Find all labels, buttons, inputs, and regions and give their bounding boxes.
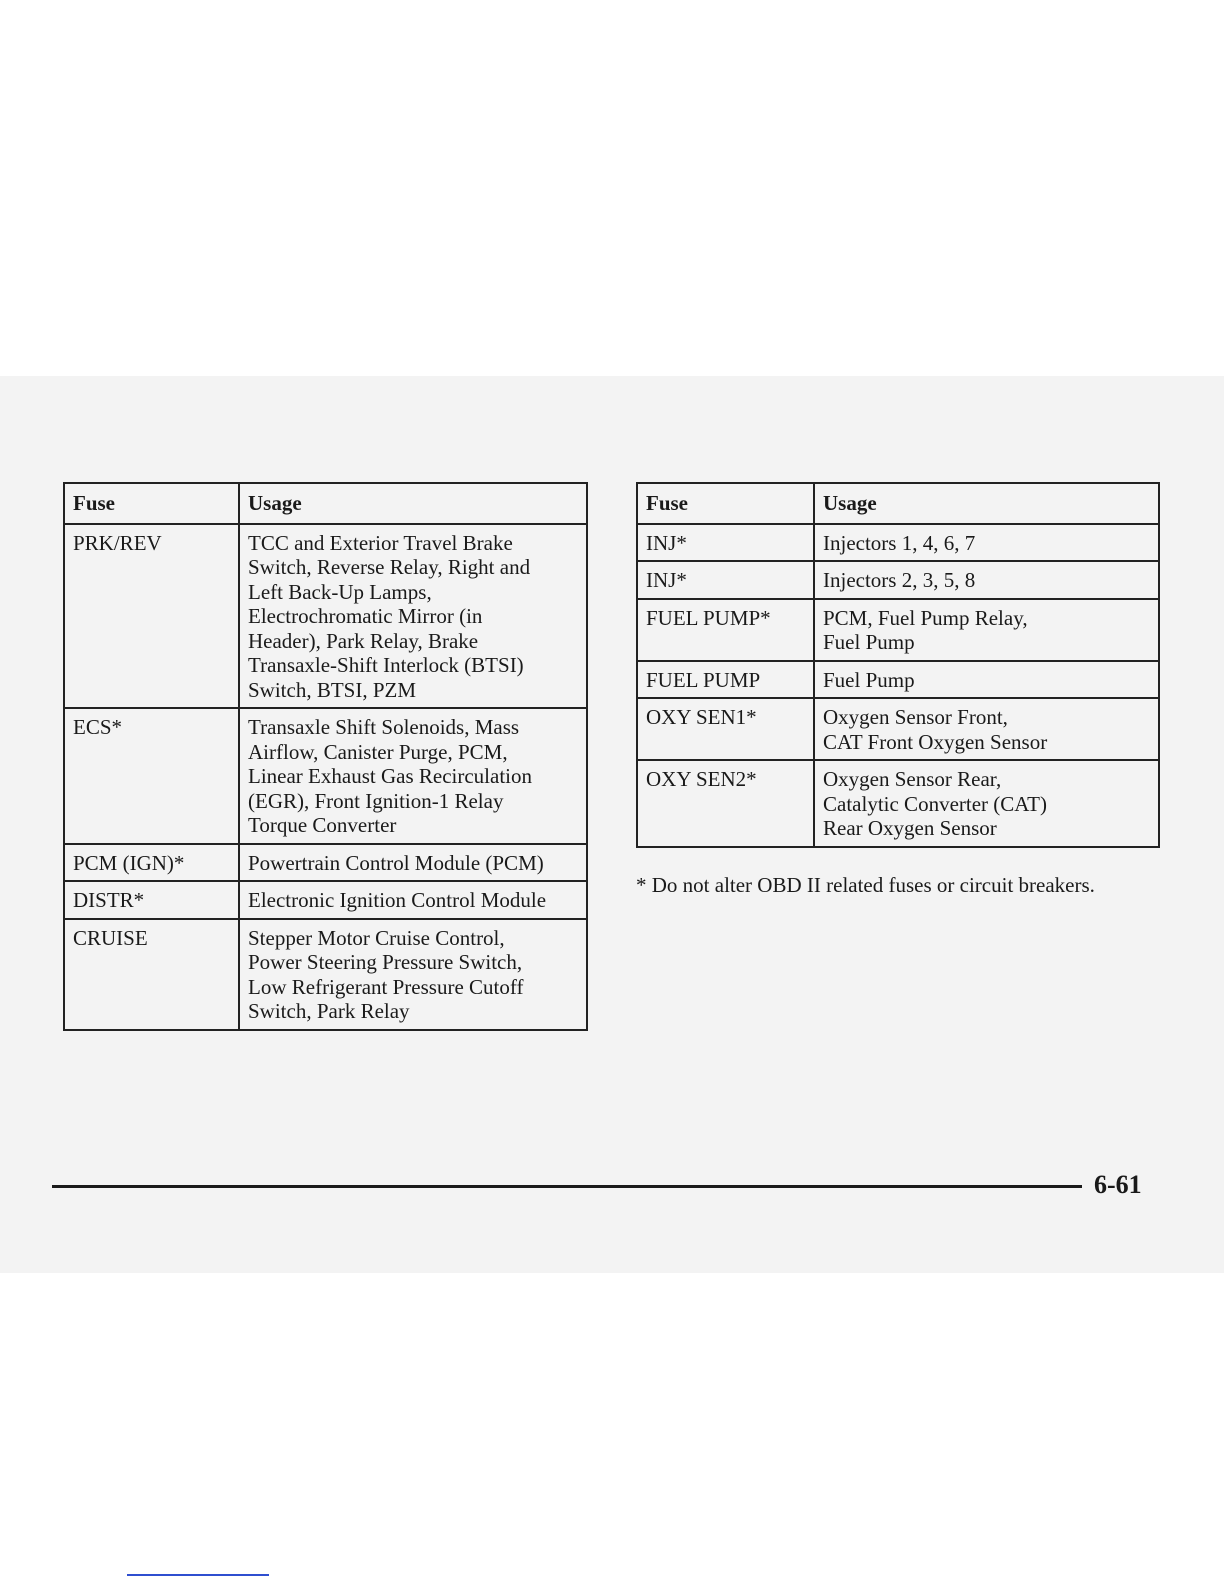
fuse-cell: OXY SEN1* xyxy=(637,698,814,760)
usage-cell: TCC and Exterior Travel Brake Switch, Reverse Relay, Right and Left Back-Up Lamps, Electrochromatic Mirror (in Header), Park Relay, Brake Transaxle-Shift Interlock (BTSI) Switch, BTSI, PZM xyxy=(239,524,587,709)
usage-cell: PCM, Fuel Pump Relay, Fuel Pump xyxy=(814,599,1159,661)
table-row xyxy=(64,524,587,709)
footer-rule xyxy=(52,1185,1082,1188)
fuse-cell: ECS* xyxy=(64,708,239,844)
page-number: 6-61 xyxy=(1094,1170,1142,1199)
usage-cell: Oxygen Sensor Front, CAT Front Oxygen Sensor xyxy=(814,698,1159,760)
table-row xyxy=(637,698,1159,760)
table-header-row xyxy=(64,483,587,524)
bottom-link-underline xyxy=(127,1574,269,1576)
table-row xyxy=(637,760,1159,847)
table-row xyxy=(64,844,587,882)
table-row xyxy=(637,524,1159,562)
fuse-cell: DISTR* xyxy=(64,881,239,919)
fuse-cell: INJ* xyxy=(637,561,814,599)
fuse-cell: PRK/REV xyxy=(64,524,239,709)
usage-cell: Injectors 2, 3, 5, 8 xyxy=(814,561,1159,599)
usage-cell: Oxygen Sensor Rear, Catalytic Converter (CAT) Rear Oxygen Sensor xyxy=(814,760,1159,847)
fuse-cell: FUEL PUMP xyxy=(637,661,814,699)
table-row xyxy=(64,708,587,844)
column-header-usage: Usage xyxy=(239,483,587,524)
table-row xyxy=(637,561,1159,599)
fuse-usage-table-left xyxy=(63,482,588,1031)
footnote: * Do not alter OBD II related fuses or circuit breakers. xyxy=(636,873,1095,897)
fuse-cell: OXY SEN2* xyxy=(637,760,814,847)
usage-cell: Transaxle Shift Solenoids, Mass Airflow, Canister Purge, PCM, Linear Exhaust Gas Recirculation (EGR), Front Ignition-1 Relay Torque Converter xyxy=(239,708,587,844)
table-row xyxy=(637,661,1159,699)
usage-cell: Electronic Ignition Control Module xyxy=(239,881,587,919)
column-header-fuse: Fuse xyxy=(64,483,239,524)
usage-cell: Fuel Pump xyxy=(814,661,1159,699)
usage-cell: Powertrain Control Module (PCM) xyxy=(239,844,587,882)
table-row xyxy=(637,599,1159,661)
table-row xyxy=(64,881,587,919)
fuse-cell: FUEL PUMP* xyxy=(637,599,814,661)
fuse-cell: INJ* xyxy=(637,524,814,562)
usage-cell: Stepper Motor Cruise Control, Power Steering Pressure Switch, Low Refrigerant Pressure Cutoff Switch, Park Relay xyxy=(239,919,587,1030)
table-row xyxy=(64,919,587,1030)
fuse-cell: CRUISE xyxy=(64,919,239,1030)
fuse-usage-table-right xyxy=(636,482,1160,848)
usage-cell: Injectors 1, 4, 6, 7 xyxy=(814,524,1159,562)
column-header-fuse: Fuse xyxy=(637,483,814,524)
column-header-usage: Usage xyxy=(814,483,1159,524)
fuse-cell: PCM (IGN)* xyxy=(64,844,239,882)
table-header-row xyxy=(637,483,1159,524)
